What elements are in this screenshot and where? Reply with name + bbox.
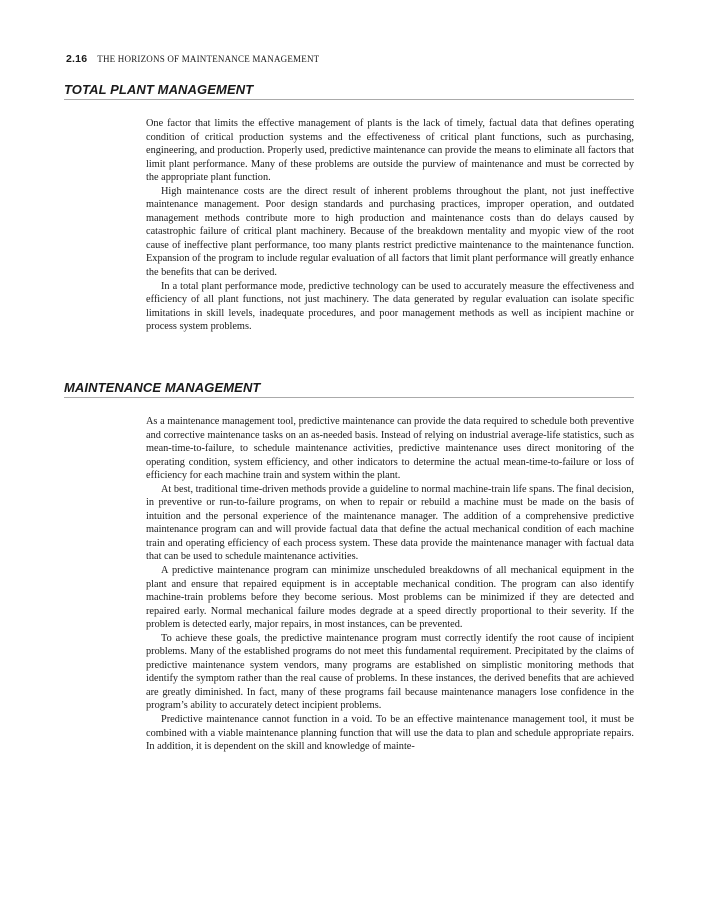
paragraph: High maintenance costs are the direct result of inherent problems throughout the plant, not just ineffective maintenance management. Poor design standards and purchasing practices, improper operation, and outdated management methods contribute more to high production and maintenance costs than do delays caused by catastrophic failure of critical plant machinery. Because of the breakdown mentality and myopic view of the root cause of ineffective plant performance, too many plants restrict predictive maintenance to the maintenance function. Expansion of the program to include regular evaluation of all factors that limit plant performance will greatly enhance the benefits that can be derived.	[146, 185, 634, 279]
paragraph: Predictive maintenance cannot function in a void. To be an effective maintenance management tool, it must be combined with a viable maintenance planning function that will use the data to plan and schedule appropriate repairs. In addition, it is dependent on the skill and knowledge of mainte-	[146, 714, 634, 753]
paragraph: A predictive maintenance program can minimize unscheduled breakdowns of all mechanical equipment in the plant and ensure that repaired equipment is in acceptable mechanical condition. The program can also identify machine-train problems before they become serious. Most problems can be minimized if they are detected and repaired early. Normal mechanical failure modes degrade at a speed directly proportional to their severity. If the problem is detected early, major repairs, in most instances, can be prevented.	[146, 565, 634, 631]
running-head-title: THE HORIZONS OF MAINTENANCE MANAGEMENT	[97, 54, 320, 64]
paragraph: As a maintenance management tool, predictive maintenance can provide the data required to schedule both preventive and corrective maintenance tasks on an as-needed basis. Instead of relying on industrial average-life statistics, such as mean-time-to-failure, to schedule maintenance activities, predictive maintenance uses direct monitoring of the operating condition, system efficiency, and other indicators to determine the actual mean-time-to-failure or loss of efficiency for each machine train and system within the plant.	[146, 416, 634, 482]
paragraph: At best, traditional time-driven methods provide a guideline to normal machine-train life spans. The final decision, in preventive or run-to-failure programs, on when to repair or rebuild a machine must be made on the basis of intuition and the personal experience of the maintenance manager. The addition of a comprehensive predictive maintenance program can and will provide factual data that define the actual mechanical condition of each machine train and operating efficiency of each process system. These data provide the maintenance manager with factual data that can be used to schedule maintenance activities.	[146, 483, 634, 563]
section-body-total-plant-management	[146, 117, 634, 334]
running-head	[66, 53, 319, 65]
paragraph: To achieve these goals, the predictive maintenance program must correctly identify the root cause of incipient problems. Many of the established programs do not meet this fundamental requirement. Precipitated by the claims of predictive maintenance system vendors, many programs are established on simplistic monitoring methods that identify the symptom rather than the real cause of problems. In these instances, the derived benefits that are achieved are greatly diminished. In fact, many of these programs fail because maintenance managers lose confidence in the program’s ability to accurately detect incipient problems.	[146, 632, 634, 712]
section-title-maintenance-management: MAINTENANCE MANAGEMENT	[64, 380, 634, 398]
section-title-total-plant-management: TOTAL PLANT MANAGEMENT	[64, 82, 634, 100]
paragraph: One factor that limits the effective management of plants is the lack of timely, factual data that defines operating condition of critical production systems and the effectiveness of critical plant functions, such as purchasing, engineering, and production. Properly used, predictive maintenance can provide the means to eliminate all factors that limit plant performance. Many of these problems are outside the purview of maintenance and must be corrected by the appropriate plant function.	[146, 118, 634, 184]
page-number: 2.16	[66, 53, 88, 65]
section-body-maintenance-management	[146, 415, 634, 754]
paragraph: In a total plant performance mode, predictive technology can be used to accurately measure the effectiveness and efficiency of all plant functions, not just machinery. The data generated by regular evaluation can isolate specific limitations in skill levels, inadequate procedures, and poor management methods as well as incipient machine or process system problems.	[146, 280, 634, 333]
